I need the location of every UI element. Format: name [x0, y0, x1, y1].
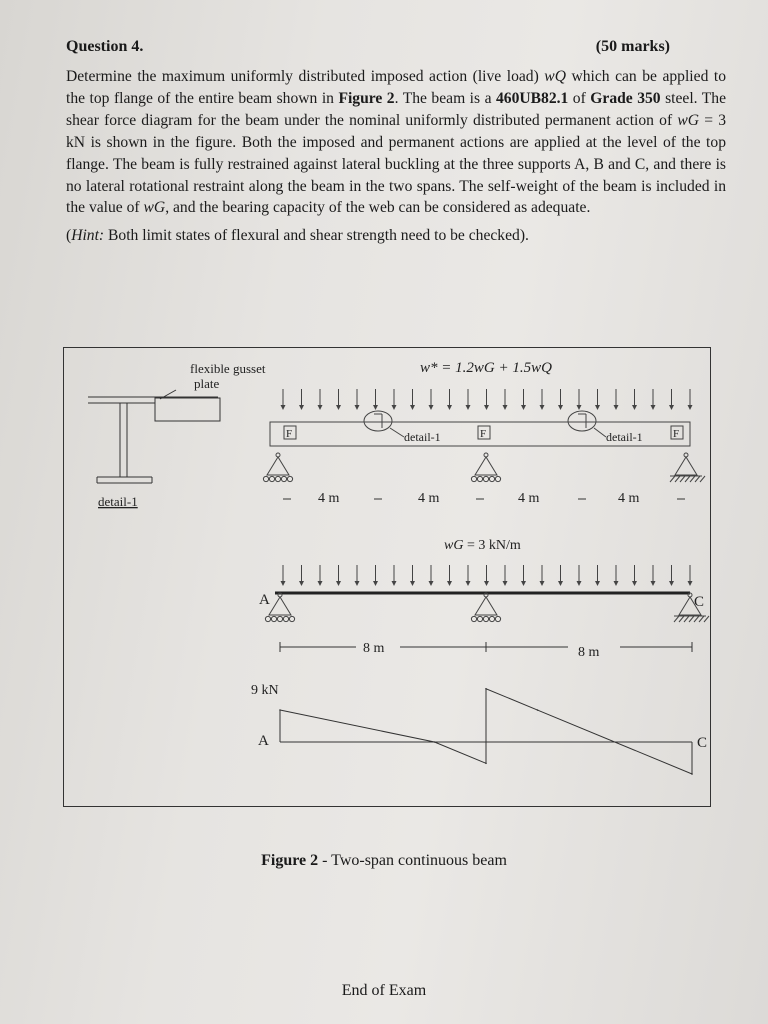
- load-arrow-head: [688, 581, 693, 586]
- load-arrow-head: [318, 581, 323, 586]
- load-arrow-head: [299, 405, 304, 410]
- load-arrow-head: [651, 581, 656, 586]
- span-dimensions: [280, 642, 692, 652]
- load-arrow-head: [540, 405, 545, 410]
- factored-load-arrows: [281, 389, 693, 410]
- support-a-roller: [269, 476, 274, 481]
- support-b-roller: [471, 476, 476, 481]
- shear-at-a-label: 9 kN: [251, 683, 279, 698]
- load-arrow-head: [632, 581, 637, 586]
- load-arrow-head: [281, 581, 286, 586]
- segment-length-label: 4 m: [518, 491, 540, 506]
- support-c-hatch: [675, 476, 680, 482]
- sfd-line: [280, 689, 692, 774]
- support-c-hatch: [689, 616, 694, 622]
- detail-callout-1: detail-1: [404, 430, 441, 444]
- load-arrow-head: [651, 405, 656, 410]
- sfd-point: [485, 763, 487, 765]
- support-a: [267, 457, 289, 475]
- load-arrow-head: [540, 581, 545, 586]
- load-arrow-head: [466, 581, 471, 586]
- top-supports: [263, 453, 705, 482]
- support-a-roller: [287, 476, 292, 481]
- load-arrow-head: [373, 405, 378, 410]
- sfd-point: [434, 741, 436, 743]
- support-c-label: C: [694, 594, 705, 610]
- load-arrow-head: [447, 581, 452, 586]
- load-arrow-head: [318, 405, 323, 410]
- support-a-roller: [281, 476, 286, 481]
- permanent-load-arrows: [281, 565, 693, 586]
- detail-1-sketch: [88, 390, 220, 483]
- load-arrow-head: [466, 405, 471, 410]
- support-c-hatch: [704, 616, 709, 622]
- support-b-roller: [495, 476, 500, 481]
- support-b-roller: [483, 616, 488, 621]
- support-b-roller: [489, 616, 494, 621]
- segment-length-label: 4 m: [318, 491, 340, 506]
- support-c-hatch: [670, 476, 675, 482]
- detail-callout-2: detail-1: [606, 430, 643, 444]
- load-arrow-head: [521, 581, 526, 586]
- beam-supports: [265, 593, 709, 622]
- support-c-hatch: [684, 616, 689, 622]
- svg-text:F: F: [480, 428, 487, 440]
- sfd-point: [537, 709, 539, 711]
- support-c-hatch: [694, 616, 699, 622]
- support-b-roller: [477, 616, 482, 621]
- support-b: [475, 597, 497, 615]
- sfd-label-c: C: [697, 735, 708, 751]
- support-b-roller: [489, 476, 494, 481]
- detail-1-title: detail-1: [98, 494, 138, 509]
- load-arrow-head: [299, 581, 304, 586]
- load-arrow-head: [281, 405, 286, 410]
- support-a: [269, 597, 291, 615]
- load-arrow-head: [595, 405, 600, 410]
- support-c-hatch: [699, 616, 704, 622]
- support-a-roller: [263, 476, 268, 481]
- load-arrow-head: [484, 581, 489, 586]
- shear-force-diagram: [279, 688, 693, 775]
- sfd-point: [691, 773, 693, 775]
- load-arrow-head: [336, 405, 341, 410]
- load-arrow-head: [392, 405, 397, 410]
- support-c-hatch: [685, 476, 690, 482]
- load-arrow-head: [521, 405, 526, 410]
- gusset-label-line2: plate: [194, 376, 220, 391]
- figure-caption: Figure 2 - Two-span continuous beam: [261, 852, 507, 869]
- span-bc-length: 8 m: [578, 645, 600, 660]
- support-a-roller: [265, 616, 270, 621]
- svg-text:F: F: [286, 428, 293, 440]
- support-a-roller: [283, 616, 288, 621]
- svg-text:F: F: [673, 428, 680, 440]
- load-arrow-head: [614, 581, 619, 586]
- load-arrow-head: [484, 405, 489, 410]
- load-arrow-head: [429, 405, 434, 410]
- load-arrow-head: [429, 581, 434, 586]
- span-ab-length: 8 m: [363, 641, 385, 656]
- sfd-label-a: A: [258, 733, 269, 749]
- segment-length-label: 4 m: [418, 491, 440, 506]
- support-c-hatch: [679, 616, 684, 622]
- question-marks: (50 marks): [595, 38, 670, 55]
- load-arrow-head: [595, 581, 600, 586]
- load-arrow-head: [373, 581, 378, 586]
- support-a-roller: [277, 616, 282, 621]
- load-arrow-head: [447, 405, 452, 410]
- load-arrow-head: [577, 581, 582, 586]
- support-a-label: A: [259, 592, 270, 608]
- load-arrow-head: [558, 405, 563, 410]
- support-b-roller: [495, 616, 500, 621]
- support-b-roller: [477, 476, 482, 481]
- end-of-exam: End of Exam: [341, 982, 427, 999]
- load-arrow-head: [614, 405, 619, 410]
- question-number: Question 4.: [66, 38, 144, 55]
- support-c-hatch: [680, 476, 685, 482]
- load-arrow-head: [577, 405, 582, 410]
- support-b-roller: [483, 476, 488, 481]
- support-c-hatch: [700, 476, 705, 482]
- sfd-point: [279, 709, 281, 711]
- load-arrow-head: [392, 581, 397, 586]
- support-c-hatch: [690, 476, 695, 482]
- question-paragraph: Determine the maximum uniformly distributed imposed action (live load) wQ which can be applied to the top flange of the entire beam shown in Figure 2. The beam is a 460UB82.1 of Grade 350 steel. The shear force diagram for the beam under the nominal uniformly distributed permanent action of wG = 3 kN is shown in the figure. Both the imposed and permanent actions are applied at the level of the top flange. The beam is fully restrained against lateral buckling at the three supports A, B and C, and there is no lateral rotational restraint along the beam in the two spans. The self-weight of the beam is included in the value of wG, and the bearing capacity of the web can be considered as adequate.: [66, 68, 726, 217]
- load-arrow-head: [336, 581, 341, 586]
- segment-length-label: 4 m: [618, 491, 640, 506]
- load-arrow-head: [410, 405, 415, 410]
- load-arrow-head: [503, 581, 508, 586]
- support-c-hatch: [695, 476, 700, 482]
- gusset-label-line1: flexible gusset: [190, 361, 266, 376]
- load-arrow-head: [632, 405, 637, 410]
- load-arrow-head: [355, 581, 360, 586]
- support-a-roller: [271, 616, 276, 621]
- support-b-roller: [471, 616, 476, 621]
- support-b: [475, 457, 497, 475]
- support-a-roller: [275, 476, 280, 481]
- sfd-point: [485, 688, 487, 690]
- load-arrow-head: [669, 405, 674, 410]
- load-arrow-head: [355, 405, 360, 410]
- load-arrow-head: [558, 581, 563, 586]
- load-arrow-head: [503, 405, 508, 410]
- support-a-roller: [289, 616, 294, 621]
- load-combination-label: w* = 1.2wG + 1.5wQ: [420, 360, 552, 376]
- support-c-hatch: [674, 616, 679, 622]
- load-arrow-head: [688, 405, 693, 410]
- support-c: [675, 457, 697, 475]
- permanent-load-label: wG = 3 kN/m: [444, 538, 521, 553]
- hint-text: (Hint: Both limit states of flexural and shear strength need to be checked).: [66, 227, 529, 245]
- top-span-dimensions: [283, 491, 685, 506]
- load-arrow-head: [669, 581, 674, 586]
- load-arrow-head: [410, 581, 415, 586]
